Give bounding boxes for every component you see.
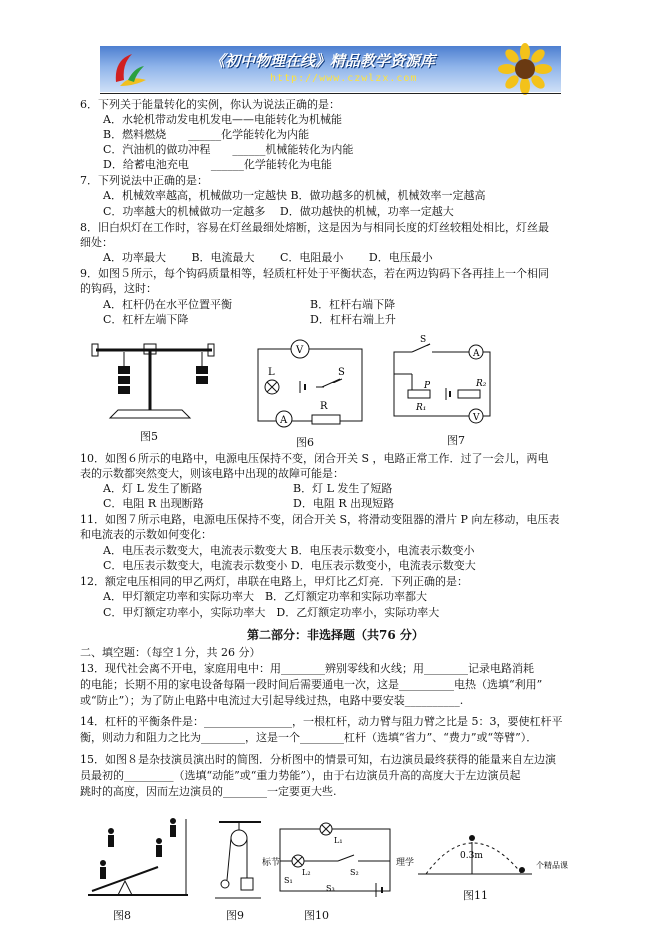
text-line: 细处： <box>80 236 113 249</box>
text-line: C．电阻 R 出现断路 <box>103 497 204 510</box>
text-line: 和电流表的示数如何变化： <box>80 528 212 541</box>
text-line: 跳时的高度，因而左边演员的________一定要更大些. <box>80 785 337 798</box>
fig10-s1-label: S₁ <box>284 876 293 885</box>
figure-10-caption: 图10 <box>304 909 329 922</box>
fig7-v-label: V <box>473 413 480 423</box>
fig7-p-label: P <box>424 381 431 391</box>
fig6-r-label: R <box>320 401 328 412</box>
figure-5-lever <box>88 330 218 425</box>
figure-6-circuit <box>250 335 370 430</box>
text-line: D．杠杆右端上升 <box>310 313 396 326</box>
text-line: 二、填空题：（每空１分，共 26 分） <box>80 646 261 659</box>
text-line: 7．下列说法中正确的是： <box>80 174 208 187</box>
text-line: B．灯 L 发生了短路 <box>293 482 393 495</box>
fig6-l-label: L <box>268 367 275 378</box>
text-line: D．电阻 R 出现短路 <box>293 497 395 510</box>
fig6-v-label: V <box>296 345 304 356</box>
text-line: B．燃料燃烧 ______化学能转化为内能 <box>103 128 310 141</box>
text-line: A．甲灯额定功率和实际功率大 B．乙灯额定功率和实际功率都大 <box>103 590 428 603</box>
site-logo-icon <box>110 50 150 88</box>
part2-heading: 第二部分：非选择题（共76 分） <box>247 628 424 642</box>
fig11-height-label: 0.3m <box>460 851 483 861</box>
fig10-l2-label: L₂ <box>302 868 311 877</box>
fig10-left-tag: 标节 <box>262 858 281 868</box>
text-line: 9．如图５所示，每个钩码质量相等，轻质杠杆处于平衡状态，若在两边钩码下各再挂上一个相同 <box>80 267 549 280</box>
text-line: D．给蓄电池充电 ______化学能转化为电能 <box>103 158 332 171</box>
text-line: C．功率越大的机械做功一定越多 D．做功越快的机械，功率一定越大 <box>103 205 454 218</box>
fig7-r1-label: R₁ <box>416 403 427 413</box>
text-line: 10．如图６所示的电路中，电源电压保持不变，闭合开关 S ，电路正常工作．过了一会儿，两电 <box>80 452 549 465</box>
figure-5-caption: 图5 <box>140 430 158 443</box>
text-line: A．灯 L 发生了断路 <box>103 482 203 495</box>
text-line: 表的示数都突然变大，则该电路中出现的故障可能是： <box>80 467 344 480</box>
sunflower-icon <box>495 46 555 92</box>
figure-7-circuit <box>388 334 498 426</box>
fig10-s3-label: S₃ <box>326 884 335 893</box>
fig7-s-label: S <box>420 335 427 345</box>
text-line: 15．如图８是杂技演员演出时的简图．分析图中的情景可知，右边演员最终获得的能量来自左边演 <box>80 753 556 766</box>
text-line: A．杠杆仍在水平位置平衡 <box>103 298 232 311</box>
figure-8-caption: 图8 <box>113 909 131 922</box>
figure-7-caption: 图7 <box>447 434 465 447</box>
figure-9-pulley <box>205 818 265 906</box>
text-line: 衡，则动力和阻力之比为________，这是一个________杠杆（选填“省力”、“费力”或“等臂”）． <box>80 731 538 744</box>
figure-11-caption: 图11 <box>463 889 488 902</box>
text-line: A．功率最大 B．电流最大 C．电阻最小 D．电压最小 <box>103 251 433 264</box>
fig6-s-label: S <box>338 367 345 378</box>
text-line: C．甲灯额定功率小，实际功率大 D．乙灯额定功率小，实际功率大 <box>103 606 440 619</box>
text-line: 14．杠杆的平衡条件是：________________，一根杠杆，动力臂与阻力臂之比是 5：3，要使杠杆平 <box>80 715 563 728</box>
text-line: 的钩码，这时： <box>80 282 157 295</box>
text-line: 的电能；长期不用的家电设备每隔一段时间后需要通电一次，这是__________电热（选填“利用” <box>80 678 543 691</box>
text-line: 或“防止”）；为了防止电路中电流过大引起导线过热，电路中要安装__________. <box>80 694 464 707</box>
header-banner <box>100 46 561 92</box>
text-line: A．机械效率越高，机械做功一定越快 B．做功越多的机械，机械效率一定越高 <box>103 189 486 202</box>
figure-11-trajectory <box>412 818 587 888</box>
figure-9-caption: 图9 <box>226 909 244 922</box>
text-line: 8．旧白炽灯在工作时，容易在灯丝最细处熔断，这是因为与相同长度的灯丝较粗处相比，灯丝最 <box>80 221 549 234</box>
fig10-right-tag: 理学 <box>396 858 415 868</box>
text-line: 13．现代社会离不开电，家庭用电中：用________辨别零线和火线；用________记录电路消耗 <box>80 662 534 675</box>
text-line: A．水轮机带动发电机发电——电能转化为机械能 <box>103 113 342 126</box>
figure-10-circuit <box>258 817 415 907</box>
fig7-r2-label: R₂ <box>476 379 487 389</box>
fig10-l1-label: L₁ <box>334 836 343 845</box>
text-line: 12．额定电压相同的甲乙两灯，串联在电路上，甲灯比乙灯亮．下列正确的是： <box>80 575 468 588</box>
header-rule <box>100 93 561 94</box>
text-line: C．汽油机的做功冲程 ______机械能转化为内能 <box>103 143 354 156</box>
text-line: 6．下列关于能量转化的实例，你认为说法正确的是： <box>80 98 340 111</box>
fig10-s2-label: S₂ <box>350 868 359 877</box>
figure-6-caption: 图6 <box>296 436 314 449</box>
text-line: C．杠杆左端下降 <box>103 313 189 326</box>
fig7-a-label: A <box>473 349 480 359</box>
banner-url[interactable]: http://www.czwlzx.com <box>270 73 418 84</box>
text-line: 员最初的_________（选填“动能”或“重力势能”），由于右边演员升高的高度大于左边演员起 <box>80 769 521 782</box>
fig11-tag: 个精品课 <box>536 861 568 870</box>
fig6-a-label: A <box>280 415 288 426</box>
text-line: C．电压表示数变大，电流表示数变小 D．电压表示数变小，电流表示数变大 <box>103 559 476 572</box>
figure-8-acrobats <box>78 815 198 905</box>
text-line: A．电压表示数变大，电流表示数变大 B．电压表示数变小，电流表示数变小 <box>103 544 475 557</box>
text-line: 11．如图７所示电路，电源电压保持不变，闭合开关 S，将滑动变阻器的滑片 P 向左移动，电压表 <box>80 513 560 526</box>
banner-title: 《初中物理在线》精品教学资源库 <box>210 52 436 70</box>
text-line: B．杠杆右端下降 <box>310 298 396 311</box>
